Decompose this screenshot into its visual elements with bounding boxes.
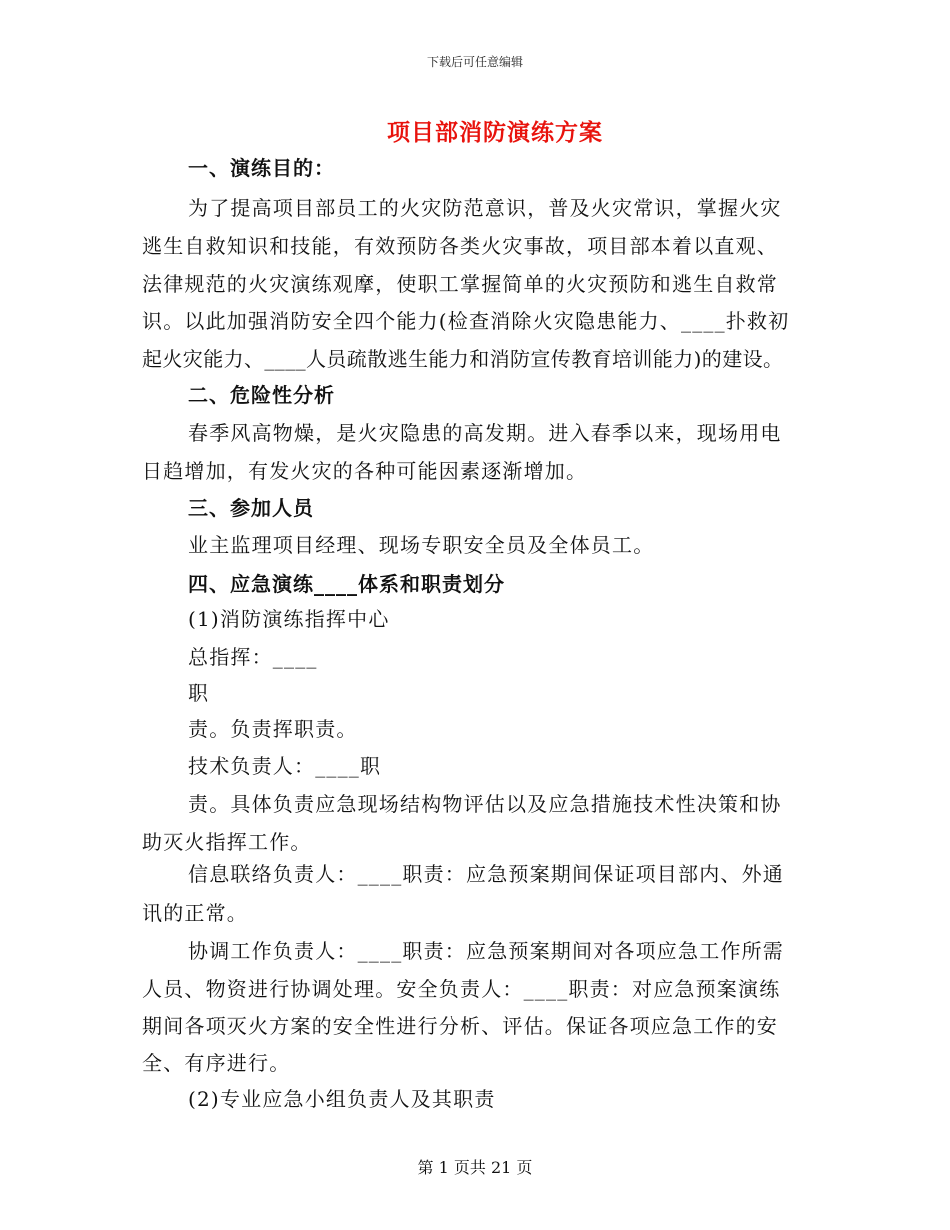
document-title: 项目部消防演练方案 — [387, 119, 603, 146]
paragraph-line: 法律规范的火灾演练观摩，使职工掌握简单的火灾预防和逃生自救常 — [142, 272, 778, 296]
paragraph-line: 起火灾能力、____人员疏散逃生能力和消防宣传教育培训能力)的建设。 — [142, 347, 784, 371]
subsection-heading-emergency-teams: (2)专业应急小组负责人及其职责 — [188, 1087, 496, 1111]
section-heading-risk-analysis: 二、危险性分析 — [188, 383, 335, 407]
paragraph-line: 总指挥：____ — [188, 645, 318, 669]
paragraph-line: 职 — [188, 681, 210, 705]
paragraph-line: 信息联络负责人：____职责：应急预案期间保证项目部内、外通 — [188, 862, 784, 886]
paragraph-line: 业主监理项目经理、现场专职安全员及全体员工。 — [188, 533, 655, 557]
section-heading-purpose: 一、演练目的： — [188, 156, 335, 180]
paragraph-line: 人员、物资进行协调处理。安全负责人：____职责：对应急预案演练 — [142, 977, 781, 1001]
paragraph-line: 期间各项灭火方案的安全性进行分析、评估。保证各项应急工作的安 — [142, 1014, 778, 1038]
page-footer-number: 第 1 页共 21 页 — [417, 1158, 533, 1177]
paragraph-line: 讯的正常。 — [142, 901, 248, 925]
paragraph-line: 责。负责挥职责。 — [188, 717, 358, 741]
section-heading-participants: 三、参加人员 — [188, 496, 314, 520]
paragraph-line: 识。以此加强消防安全四个能力(检查消除火灾隐患能力、____扑救初 — [142, 309, 790, 333]
paragraph-line: 日趋增加，有发火灾的各种可能因素逐渐增加。 — [142, 459, 588, 483]
page-header-note: 下载后可任意编辑 — [426, 55, 523, 69]
section-heading-organization: 四、应急演练____体系和职责划分 — [188, 572, 505, 596]
paragraph-line: 助灭火指挥工作。 — [142, 830, 312, 854]
paragraph-line: 逃生自救知识和技能，有效预防各类火灾事故，项目部本着以直观、 — [142, 234, 778, 258]
paragraph-line: 为了提高项目部员工的火灾防范意识，普及火灾常识，掌握火灾 — [188, 196, 782, 220]
paragraph-line: 协调工作负责人：____职责：应急预案期间对各项应急工作所需 — [188, 939, 784, 963]
paragraph-line: 全、有序进行。 — [142, 1051, 291, 1075]
subsection-heading-command-center: (1)消防演练指挥中心 — [188, 607, 390, 631]
paragraph-line: 技术负责人：____职 — [188, 754, 382, 778]
paragraph-line: 责。具体负责应急现场结构物评估以及应急措施技术性决策和协 — [188, 792, 782, 816]
paragraph-line: 春季风高物燥，是火灾隐患的高发期。进入春季以来，现场用电 — [188, 421, 782, 445]
